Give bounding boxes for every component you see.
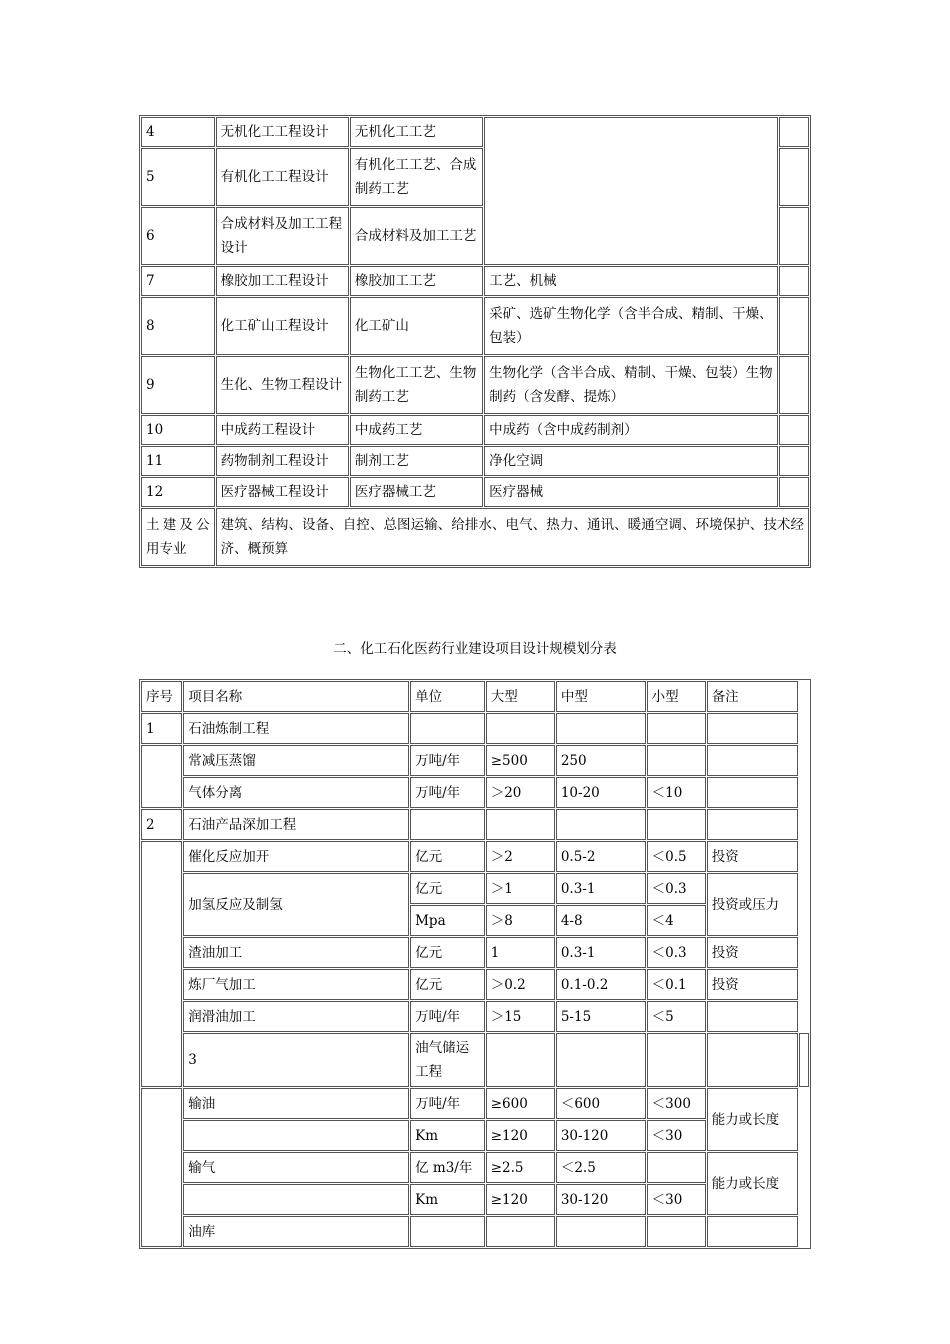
row-number: 11: [141, 446, 215, 476]
item-medium: 0.1-0.2: [556, 969, 646, 1000]
table-row: [141, 446, 809, 476]
item-note: [707, 1001, 798, 1032]
item-medium: 30-120: [556, 1184, 646, 1215]
empty-cell: [707, 1216, 798, 1247]
process-name: 合成材料及加工工艺: [350, 207, 483, 265]
item-unit: 万吨/年: [410, 777, 485, 808]
item-name: 润滑油加工: [183, 1001, 409, 1032]
row-number: 9: [141, 356, 215, 414]
group-row: [141, 1033, 809, 1087]
item-name: 输气: [183, 1152, 409, 1183]
project-name: 橡胶加工工程设计: [216, 266, 349, 296]
related-discipline: 净化空调: [484, 446, 778, 476]
item-unit: 万吨/年: [410, 1088, 485, 1119]
table-header-row: [141, 681, 809, 712]
empty-cell: [183, 1184, 409, 1215]
header-unit: 单位: [410, 681, 485, 712]
process-name: 中成药工艺: [350, 415, 483, 445]
item-large: ＞2: [486, 841, 555, 872]
project-name: 有机化工工程设计: [216, 148, 349, 206]
table-row: [141, 1216, 809, 1247]
item-unit: Mpa: [410, 905, 485, 936]
item-name: 加氢反应及制氢: [183, 873, 409, 936]
header-no: 序号: [141, 681, 182, 712]
item-note: 投资: [707, 841, 798, 872]
project-name: 无机化工工程设计: [216, 117, 349, 147]
item-small: [647, 745, 706, 776]
item-unit: Km: [410, 1184, 485, 1215]
group-title: 石油炼制工程: [183, 713, 409, 744]
empty-cell: [707, 809, 798, 840]
header-note: 备注: [707, 681, 798, 712]
item-note: 投资: [707, 969, 798, 1000]
empty-cell: [779, 446, 809, 476]
item-name: 输油: [183, 1088, 409, 1119]
table-row: [141, 297, 809, 355]
table-row: [141, 777, 809, 808]
group-title: 油气储运工程: [410, 1033, 485, 1087]
empty-merged-cell: [141, 745, 182, 808]
row-number: 6: [141, 207, 215, 265]
related-discipline: 工艺、机械: [484, 266, 778, 296]
item-small: ＜30: [647, 1120, 706, 1151]
project-name: 医疗器械工程设计: [216, 477, 349, 507]
table-row: [141, 415, 809, 445]
header-small: 小型: [647, 681, 706, 712]
table-row: [141, 969, 809, 1000]
table-row: [141, 1088, 809, 1119]
empty-cell: [486, 713, 555, 744]
item-name: 炼厂气加工: [183, 969, 409, 1000]
row-number: 5: [141, 148, 215, 206]
related-discipline: 医疗器械: [484, 477, 778, 507]
item-small: ＜5: [647, 1001, 706, 1032]
empty-cell: [779, 117, 809, 147]
process-name: 化工矿山: [350, 297, 483, 355]
item-medium: 250: [556, 745, 646, 776]
item-large: ≥2.5: [486, 1152, 555, 1183]
process-name: 制剂工艺: [350, 446, 483, 476]
item-medium: 0.3-1: [556, 873, 646, 904]
table-row: [141, 117, 809, 147]
empty-cell: [779, 266, 809, 296]
item-small: ＜300: [647, 1088, 706, 1119]
item-note: [707, 777, 798, 808]
item-medium: 0.5-2: [556, 841, 646, 872]
process-name: 无机化工工艺: [350, 117, 483, 147]
item-unit: Km: [410, 1120, 485, 1151]
empty-cell: [410, 713, 485, 744]
item-large: ＞20: [486, 777, 555, 808]
empty-cell: [486, 1216, 555, 1247]
item-note: 能力或长度: [707, 1088, 798, 1151]
group-number: 2: [141, 809, 182, 840]
empty-merged-cell: [141, 841, 182, 1087]
empty-merged-cell: [141, 1088, 182, 1247]
empty-cell: [556, 1216, 646, 1247]
empty-cell: [779, 207, 809, 265]
table-row: [141, 841, 809, 872]
empty-cell: [647, 713, 706, 744]
table-row: [141, 266, 809, 296]
related-discipline: 采矿、选矿生物化学（含半合成、精制、干燥、包装）: [484, 297, 778, 355]
item-large: ≥500: [486, 745, 555, 776]
item-medium: 30-120: [556, 1120, 646, 1151]
item-medium: 4-8: [556, 905, 646, 936]
empty-cell: [647, 809, 706, 840]
item-note: [707, 745, 798, 776]
item-large: 1: [486, 937, 555, 968]
item-large: ＞8: [486, 905, 555, 936]
row-number: 10: [141, 415, 215, 445]
item-large: ≥600: [486, 1088, 555, 1119]
empty-cell: [486, 809, 555, 840]
table-row: [141, 937, 809, 968]
item-small: ＜10: [647, 777, 706, 808]
item-medium: ＜600: [556, 1088, 646, 1119]
header-large: 大型: [486, 681, 555, 712]
group-row: [141, 809, 809, 840]
item-unit: 亿元: [410, 937, 485, 968]
empty-cell: [707, 713, 798, 744]
project-name: 药物制剂工程设计: [216, 446, 349, 476]
civil-disciplines: 建筑、结构、设备、自控、总图运输、给排水、电气、热力、通讯、暖通空调、环境保护、技术经济、概预算: [216, 508, 809, 566]
item-medium: 5-15: [556, 1001, 646, 1032]
item-unit: 万吨/年: [410, 1001, 485, 1032]
item-unit: 亿元: [410, 969, 485, 1000]
group-number: 3: [183, 1033, 409, 1087]
process-name: 橡胶加工工艺: [350, 266, 483, 296]
item-name: 催化反应加开: [183, 841, 409, 872]
design-scope-table: [139, 115, 811, 568]
item-small: [647, 1152, 706, 1183]
item-note: 投资或压力: [707, 873, 798, 936]
related-discipline: 生物化学（含半合成、精制、干燥、包装）生物制药（含发酵、提炼）: [484, 356, 778, 414]
empty-cell: [779, 415, 809, 445]
item-small: ＜0.3: [647, 873, 706, 904]
table-row: [141, 1152, 809, 1183]
item-medium: 10-20: [556, 777, 646, 808]
process-name: 生物化工工艺、生物制药工艺: [350, 356, 483, 414]
item-large: ＞1: [486, 873, 555, 904]
row-number: 7: [141, 266, 215, 296]
item-small: ＜0.5: [647, 841, 706, 872]
item-unit: 亿 m3/年: [410, 1152, 485, 1183]
project-name: 化工矿山工程设计: [216, 297, 349, 355]
empty-cell: [183, 1120, 409, 1151]
row-number: 12: [141, 477, 215, 507]
row-number: 4: [141, 117, 215, 147]
item-medium: ＜2.5: [556, 1152, 646, 1183]
table-row: [141, 745, 809, 776]
table-row: [141, 356, 809, 414]
item-large: ≥120: [486, 1184, 555, 1215]
item-note: 能力或长度: [707, 1152, 798, 1215]
related-discipline: 中成药（含中成药制剂）: [484, 415, 778, 445]
empty-cell: [556, 713, 646, 744]
process-name: 医疗器械工艺: [350, 477, 483, 507]
project-name: 中成药工程设计: [216, 415, 349, 445]
item-small: ＜30: [647, 1184, 706, 1215]
empty-cell: [779, 297, 809, 355]
empty-cell: [556, 809, 646, 840]
empty-cell: [779, 148, 809, 206]
empty-cell: [799, 1033, 809, 1087]
item-small: ＜0.1: [647, 969, 706, 1000]
empty-cell: [486, 1033, 555, 1087]
empty-cell: [707, 1033, 798, 1087]
table-caption: 二、化工石化医药行业建设项目设计规模划分表: [333, 641, 617, 657]
group-row: [141, 713, 809, 744]
item-name: 油库: [183, 1216, 409, 1247]
table-row: [141, 873, 809, 904]
empty-cell: [410, 809, 485, 840]
project-name: 合成材料及加工工程设计: [216, 207, 349, 265]
empty-cell: [410, 1216, 485, 1247]
item-note: 投资: [707, 937, 798, 968]
empty-cell: [779, 356, 809, 414]
item-medium: 0.3-1: [556, 937, 646, 968]
empty-merged-cell: [484, 117, 778, 265]
item-large: ＞0.2: [486, 969, 555, 1000]
item-small: ＜0.3: [647, 937, 706, 968]
header-medium: 中型: [556, 681, 646, 712]
process-name: 有机化工工艺、合成制药工艺: [350, 148, 483, 206]
item-unit: 万吨/年: [410, 745, 485, 776]
item-large: ＞15: [486, 1001, 555, 1032]
empty-cell: [556, 1033, 646, 1087]
table-row: [141, 508, 809, 566]
header-name: 项目名称: [183, 681, 409, 712]
table-row: [141, 1001, 809, 1032]
empty-cell: [647, 1033, 706, 1087]
table-row: [141, 477, 809, 507]
civil-label: 土建及公用专业: [141, 508, 215, 566]
group-title: 石油产品深加工程: [183, 809, 409, 840]
row-number: 8: [141, 297, 215, 355]
item-unit: 亿元: [410, 841, 485, 872]
item-name: 常减压蒸馏: [183, 745, 409, 776]
scale-classification-table: [139, 679, 811, 1249]
project-name: 生化、生物工程设计: [216, 356, 349, 414]
empty-cell: [647, 1216, 706, 1247]
item-large: ≥120: [486, 1120, 555, 1151]
item-unit: 亿元: [410, 873, 485, 904]
item-small: ＜4: [647, 905, 706, 936]
group-number: 1: [141, 713, 182, 744]
item-name: 渣油加工: [183, 937, 409, 968]
empty-cell: [779, 477, 809, 507]
item-name: 气体分离: [183, 777, 409, 808]
